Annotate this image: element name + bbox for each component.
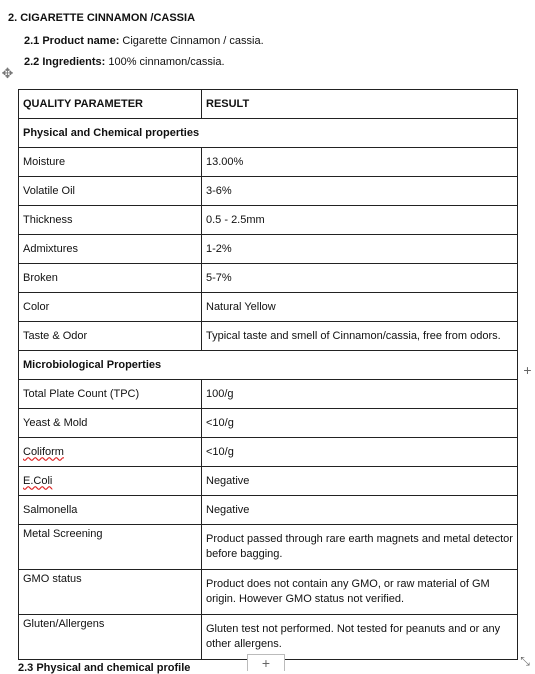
result-cell[interactable]: Gluten test not performed. Not tested for peanuts and or any other allergens. — [202, 615, 518, 660]
spellcheck-word: Coliform — [23, 445, 64, 458]
table-row — [19, 322, 518, 351]
spellcheck-word: E.Coli — [23, 474, 53, 487]
param-cell[interactable]: Broken — [19, 264, 202, 293]
param-cell[interactable]: GMO status — [19, 570, 202, 615]
param-cell[interactable] — [19, 467, 202, 496]
table-row — [19, 525, 518, 570]
param-cell[interactable]: Admixtures — [19, 235, 202, 264]
table-row — [19, 293, 518, 322]
result-cell[interactable]: 3-6% — [202, 177, 518, 206]
ingredients-label: 2.2 Ingredients: — [24, 56, 106, 68]
next-section-heading: 2.3 Physical and chemical profile — [18, 662, 191, 674]
result-cell[interactable]: <10/g — [202, 409, 518, 438]
header-result[interactable]: RESULT — [202, 90, 518, 119]
result-cell[interactable]: Product passed through rare earth magnets and metal detector before bagging. — [202, 525, 518, 570]
table-row — [19, 438, 518, 467]
table-row — [19, 177, 518, 206]
quality-table — [18, 89, 518, 660]
result-cell[interactable]: 0.5 - 2.5mm — [202, 206, 518, 235]
result-cell[interactable]: Product does not contain any GMO, or raw material of GM origin. However GMO status not verified. — [202, 570, 518, 615]
table-row — [19, 409, 518, 438]
param-cell[interactable] — [19, 438, 202, 467]
table-row — [19, 148, 518, 177]
ingredients-line — [24, 56, 225, 68]
ingredients-value: 100% cinnamon/cassia. — [108, 56, 225, 68]
move-icon[interactable]: ✥ — [1, 65, 14, 81]
result-cell[interactable]: Natural Yellow — [202, 293, 518, 322]
product-name-label: 2.1 Product name: — [24, 35, 120, 47]
param-cell[interactable]: Yeast & Mold — [19, 409, 202, 438]
plus-icon[interactable]: + — [247, 654, 285, 671]
param-cell[interactable]: Total Plate Count (TPC) — [19, 380, 202, 409]
param-cell[interactable]: Volatile Oil — [19, 177, 202, 206]
result-cell[interactable]: Typical taste and smell of Cinnamon/cassia, free from odors. — [202, 322, 518, 351]
result-cell[interactable]: Negative — [202, 467, 518, 496]
table-row — [19, 235, 518, 264]
header-parameter[interactable]: QUALITY PARAMETER — [19, 90, 202, 119]
table-row — [19, 206, 518, 235]
param-cell[interactable]: Gluten/Allergens — [19, 615, 202, 660]
table-row — [19, 615, 518, 660]
section-row-physical — [19, 119, 518, 148]
product-name-line — [24, 35, 264, 47]
table-row — [19, 570, 518, 615]
section-physical-label[interactable]: Physical and Chemical properties — [19, 119, 518, 148]
param-cell[interactable]: Taste & Odor — [19, 322, 202, 351]
param-cell[interactable]: Color — [19, 293, 202, 322]
result-cell[interactable]: 5-7% — [202, 264, 518, 293]
section-micro-label[interactable]: Microbiological Properties — [19, 351, 518, 380]
resize-icon[interactable]: ⤡ — [520, 654, 530, 668]
table-row — [19, 380, 518, 409]
result-cell[interactable]: <10/g — [202, 438, 518, 467]
product-name-value: Cigarette Cinnamon / cassia. — [122, 35, 264, 47]
table-row — [19, 264, 518, 293]
result-cell[interactable]: Negative — [202, 496, 518, 525]
param-cell[interactable]: Thickness — [19, 206, 202, 235]
plus-icon[interactable]: + — [523, 362, 532, 378]
section-heading: 2. CIGARETTE CINNAMON /CASSIA — [8, 12, 196, 24]
result-cell[interactable]: 1-2% — [202, 235, 518, 264]
section-row-micro — [19, 351, 518, 380]
param-cell[interactable]: Salmonella — [19, 496, 202, 525]
param-cell[interactable]: Metal Screening — [19, 525, 202, 570]
result-cell[interactable]: 13.00% — [202, 148, 518, 177]
table-header-row — [19, 90, 518, 119]
param-cell[interactable]: Moisture — [19, 148, 202, 177]
table-row — [19, 496, 518, 525]
table-row — [19, 467, 518, 496]
result-cell[interactable]: 100/g — [202, 380, 518, 409]
